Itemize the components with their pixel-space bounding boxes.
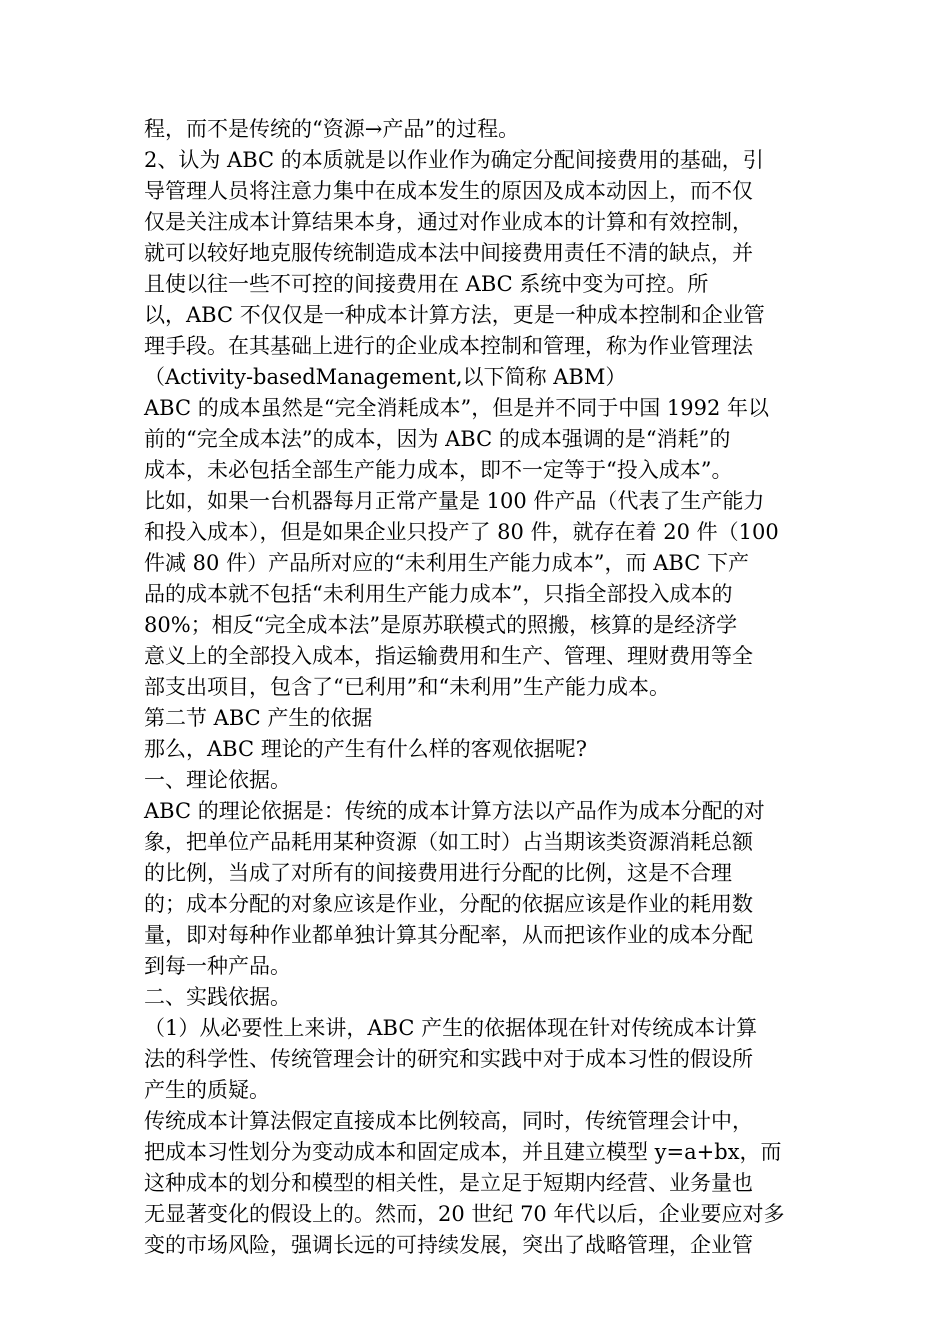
text-line: 到每一种产品。 — [144, 954, 291, 978]
text-line: 把成本习性划分为变动成本和固定成本，并且建立模型 y=a+bx，而 — [144, 1140, 782, 1164]
text-line: 程，而不是传统的“资源→产品”的过程。 — [144, 117, 520, 141]
text-line: 象，把单位产品耗用某种资源（如工时）占当期该类资源消耗总额 — [144, 830, 753, 854]
section-heading: 第二节 ABC 产生的依据 — [144, 706, 373, 730]
text-line: 且使以往一些不可控的间接费用在 ABC 系统中变为可控。所 — [144, 272, 709, 296]
text-line: ABC 的成本虽然是“完全消耗成本”，但是并不同于中国 1992 年以 — [144, 396, 769, 420]
body-text — [144, 114, 814, 1261]
subsection-heading: 一、理论依据。 — [144, 768, 291, 792]
text-line: 导管理人员将注意力集中在成本发生的原因及成本动因上，而不仅 — [144, 179, 753, 203]
text-line: 的；成本分配的对象应该是作业，分配的依据应该是作业的耗用数 — [144, 892, 753, 916]
text-line: 就可以较好地克服传统制造成本法中间接费用责任不清的缺点，并 — [144, 241, 753, 265]
text-line: 件减 80 件）产品所对应的“未利用生产能力成本”，而 ABC 下产 — [144, 551, 749, 575]
text-line: 的比例，当成了对所有的间接费用进行分配的比例，这是不合理 — [144, 861, 732, 885]
text-line: 仅是关注成本计算结果本身，通过对作业成本的计算和有效控制， — [144, 210, 753, 234]
text-line: 这种成本的划分和模型的相关性，是立足于短期内经营、业务量也 — [144, 1171, 753, 1195]
text-line: 以，ABC 不仅仅是一种成本计算方法，更是一种成本控制和企业管 — [144, 303, 765, 327]
text-line: 部支出项目，包含了“已利用”和“未利用”生产能力成本。 — [144, 675, 670, 699]
text-line: 量，即对每种作业都单独计算其分配率，从而把该作业的成本分配 — [144, 923, 753, 947]
text-line: ABC 的理论依据是：传统的成本计算方法以产品作为成本分配的对 — [144, 799, 765, 823]
text-line: 无显著变化的假设上的。然而，20 世纪 70 年代以后，企业要应对多 — [144, 1202, 785, 1226]
text-line: 品的成本就不包括“未利用生产能力成本”，只指全部投入成本的 — [144, 582, 733, 606]
text-line: 意义上的全部投入成本，指运输费用和生产、管理、理财费用等全 — [144, 644, 753, 668]
text-line: 成本，未必包括全部生产能力成本，即不一定等于“投入成本”。 — [144, 458, 733, 482]
text-line: 理手段。在其基础上进行的企业成本控制和管理，称为作业管理法 — [144, 334, 753, 358]
text-line: 和投入成本），但是如果企业只投产了 80 件，就存在着 20 件（100 — [144, 520, 779, 544]
text-line: （Activity-basedManagement,以下简称 ABM） — [144, 365, 627, 389]
text-line: 那么，ABC 理论的产生有什么样的客观依据呢? — [144, 737, 587, 761]
text-line: （1）从必要性上来讲，ABC 产生的依据体现在针对传统成本计算 — [144, 1016, 758, 1040]
text-line: 法的科学性、传统管理会计的研究和实践中对于成本习性的假设所 — [144, 1047, 753, 1071]
subsection-heading: 二、实践依据。 — [144, 985, 291, 1009]
text-line: 80%；相反“完全成本法”是原苏联模式的照搬，核算的是经济学 — [144, 613, 738, 637]
text-line: 变的市场风险，强调长远的可持续发展，突出了战略管理，企业管 — [144, 1233, 753, 1257]
text-line: 产生的质疑。 — [144, 1078, 270, 1102]
text-line: 比如，如果一台机器每月正常产量是 100 件产品（代表了生产能力 — [144, 489, 765, 513]
text-line: 传统成本计算法假定直接成本比例较高，同时，传统管理会计中， — [144, 1109, 753, 1133]
text-line: 2、认为 ABC 的本质就是以作业作为确定分配间接费用的基础，引 — [144, 148, 764, 172]
text-line: 前的“完全成本法”的成本，因为 ABC 的成本强调的是“消耗”的 — [144, 427, 731, 451]
